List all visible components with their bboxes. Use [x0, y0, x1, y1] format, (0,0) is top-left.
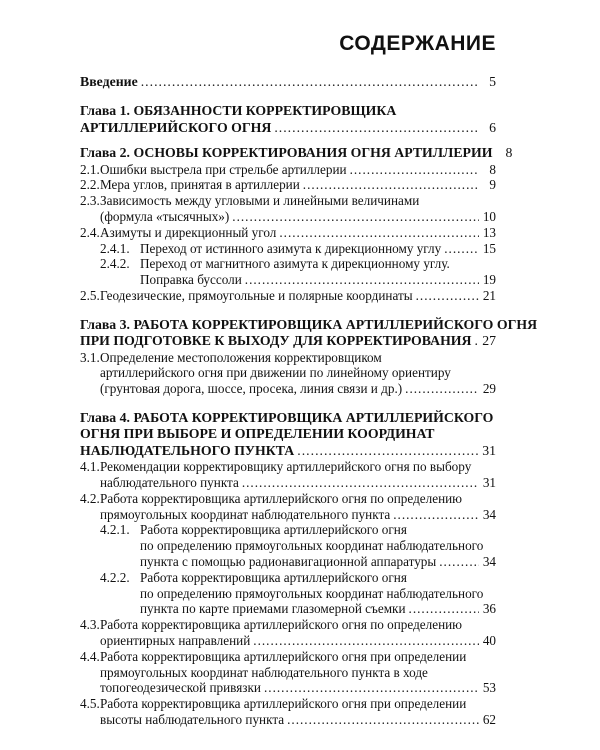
toc-entry-text: по определению прямоугольных координат наблюдательного: [140, 585, 484, 601]
toc-entry-number: 2.5.: [80, 288, 100, 303]
toc-entry: [80, 103, 496, 136]
toc-entry-text: Работа корректировщика артиллерийского огня: [140, 522, 407, 538]
toc-entry-text: ПРИ ПОДГОТОВКЕ К ВЫХОДУ ДЛЯ КОРРЕКТИРОВАНИЯ: [80, 333, 472, 349]
toc-entry: [80, 145, 513, 161]
toc-entry-number: 4.3.: [80, 617, 100, 633]
dot-leader: [287, 712, 479, 728]
toc-entry-text: Глава 3. РАБОТА КОРРЕКТИРОВЩИКА АРТИЛЛЕРИЙСКОГО ОГНЯ: [80, 316, 538, 332]
toc-entry: [80, 177, 496, 193]
toc-entry: [80, 225, 496, 241]
toc-entry-text: пункта с помощью радионавигационной аппаратуры: [140, 554, 437, 569]
toc-entry: [80, 256, 496, 288]
toc-entry-number: 4.5.: [80, 696, 100, 712]
toc-entry: [80, 570, 496, 617]
toc-entry-text: Геодезические, прямоугольные и полярные координаты: [100, 288, 413, 303]
toc-page-number: 34: [482, 554, 496, 569]
page-title: СОДЕРЖАНИЕ: [339, 32, 496, 55]
toc-entry: [80, 410, 496, 459]
toc-entry-number: 2.1.: [80, 161, 100, 177]
toc-entry-number: 2.4.1.: [100, 240, 130, 256]
toc-entry-text: Работа корректировщика артиллерийского огня при определении: [100, 648, 467, 664]
dot-leader: [416, 288, 479, 304]
toc-page-number: 8: [489, 161, 496, 177]
toc-entry-number: 4.1.: [80, 459, 100, 475]
dot-leader: [475, 333, 479, 349]
toc-entry: [80, 288, 496, 304]
toc-entry-number: 2.3.: [80, 193, 100, 209]
dot-leader: [264, 680, 479, 696]
toc-entry-number: 2.4.2.: [100, 256, 130, 272]
toc-page-number: 31: [482, 442, 496, 458]
toc-entry-text: прямоугольных координат наблюдательного пункта в ходе: [100, 664, 428, 680]
toc-entry-text: Поправка буссоли: [140, 272, 242, 288]
toc-entry: [80, 74, 496, 90]
toc-entry-text: Рекомендации корректировщику артиллерийского огня по выбору: [100, 459, 472, 475]
toc-entry-text: Работа корректировщика артиллерийского огня: [140, 569, 407, 585]
toc-page-number: 19: [482, 272, 496, 288]
toc-entry-number: 4.2.: [80, 490, 100, 506]
toc-entry-number: 4.2.2.: [100, 569, 130, 585]
toc-page-number: 6: [489, 119, 496, 135]
toc-page-number: 21: [482, 288, 496, 303]
dot-leader: [393, 507, 479, 523]
toc-entry: [80, 696, 496, 728]
toc-page-number: 8: [505, 145, 513, 161]
toc-entry: [80, 649, 496, 696]
toc-entry-text: по определению прямоугольных координат наблюдательного: [140, 538, 484, 554]
toc-entry-text: высоты наблюдательного пункта: [100, 711, 285, 727]
toc-entry-text: Переход от истинного азимута к дирекционному углу: [140, 240, 442, 256]
toc-entry: [80, 491, 496, 523]
dot-leader: [274, 120, 479, 136]
toc-entry-text: Работа корректировщика артиллерийского огня по определению: [100, 617, 463, 633]
toc-entry: [80, 162, 496, 178]
toc-entry-text: (формула «тысячных»): [100, 209, 230, 225]
toc-entry-number: 2.2.: [80, 177, 100, 193]
dot-leader: [409, 601, 479, 617]
toc-entry-text: Введение: [80, 74, 138, 89]
toc-page-number: 62: [482, 711, 496, 727]
toc-page-number: 29: [482, 381, 496, 397]
dot-leader: [350, 162, 479, 178]
toc-page-number: 34: [482, 506, 496, 522]
dot-leader: [303, 177, 479, 193]
toc-entry-text: Мера углов, принятая в артиллерии: [100, 177, 300, 193]
toc-entry-text: НАБЛЮДАТЕЛЬНОГО ПУНКТА: [80, 442, 295, 458]
toc-page-number: 27: [482, 333, 496, 349]
table-of-contents: [80, 74, 538, 728]
toc-entry: [80, 350, 496, 397]
toc-entry-text: Определение местоположения корректировщиком: [100, 349, 382, 365]
toc-page-number: 15: [482, 240, 496, 256]
toc-entry: [80, 241, 496, 257]
toc-entry-text: Зависимость между угловыми и линейными величинами: [100, 193, 420, 209]
toc-page-number: 9: [489, 177, 496, 193]
toc-entry: [80, 522, 496, 569]
dot-leader: [297, 443, 479, 459]
dot-leader: [279, 225, 479, 241]
toc-entry: [80, 617, 496, 649]
toc-page-number: 36: [482, 601, 496, 617]
dot-leader: [232, 209, 479, 225]
toc-entry-text: Азимуты и дирекционный угол: [100, 224, 277, 240]
dot-leader: [245, 272, 479, 288]
dot-leader: [242, 475, 479, 491]
toc-entry-number: 2.4.: [80, 224, 100, 240]
dot-leader: [444, 241, 479, 257]
toc-entry-text: артиллерийского огня при движении по линейному ориентиру: [100, 365, 451, 381]
toc-page-number: 40: [482, 632, 496, 648]
dot-leader: [439, 554, 479, 570]
toc-page-number: 13: [482, 224, 496, 240]
toc-entry: [80, 316, 538, 350]
dot-leader: [253, 633, 479, 649]
toc-entry: [80, 193, 496, 225]
toc-entry-text: АРТИЛЛЕРИЙСКОГО ОГНЯ: [80, 119, 272, 135]
toc-page-number: 53: [482, 680, 496, 696]
toc-entry-text: наблюдательного пункта: [100, 475, 239, 491]
toc-entry-text: Ошибки выстрела при стрельбе артиллерии: [100, 161, 347, 177]
toc-entry: [80, 459, 496, 491]
toc-entry-text: Работа корректировщика артиллерийского огня по определению: [100, 490, 463, 506]
toc-entry-text: ориентирных направлений: [100, 632, 251, 648]
toc-entry-number: 3.1.: [80, 349, 100, 365]
toc-entry-text: ОГНЯ ПРИ ВЫБОРЕ И ОПРЕДЕЛЕНИИ КООРДИНАТ: [80, 426, 435, 442]
toc-entry-text: Глава 1. ОБЯЗАННОСТИ КОРРЕКТИРОВЩИКА: [80, 103, 397, 119]
toc-entry-text: прямоугольных координат наблюдательного пункта: [100, 506, 391, 522]
dot-leader: [405, 381, 479, 397]
toc-entry-text: Глава 2. ОСНОВЫ КОРРЕКТИРОВАНИЯ ОГНЯ АРТИЛЛЕРИИ: [80, 145, 493, 161]
toc-entry-text: пункта по карте приемами глазомерной съемки: [140, 601, 406, 617]
toc-entry-number: 4.2.1.: [100, 522, 130, 538]
toc-page-number: 5: [489, 74, 496, 89]
dot-leader: [141, 74, 479, 90]
toc-entry-text: Работа корректировщика артиллерийского огня при определении: [100, 696, 467, 712]
toc-entry-text: (грунтовая дорога, шоссе, просека, линия связи и др.): [100, 381, 403, 397]
toc-entry-number: 4.4.: [80, 648, 100, 664]
toc-entry-text: Переход от магнитного азимута к дирекционному углу.: [140, 256, 450, 272]
toc-page-number: 31: [482, 475, 496, 491]
toc-entry-text: топогеодезической привязки: [100, 680, 261, 696]
toc-page-number: 10: [482, 209, 496, 225]
toc-entry-text: Глава 4. РАБОТА КОРРЕКТИРОВЩИКА АРТИЛЛЕРИЙСКОГО: [80, 410, 494, 425]
